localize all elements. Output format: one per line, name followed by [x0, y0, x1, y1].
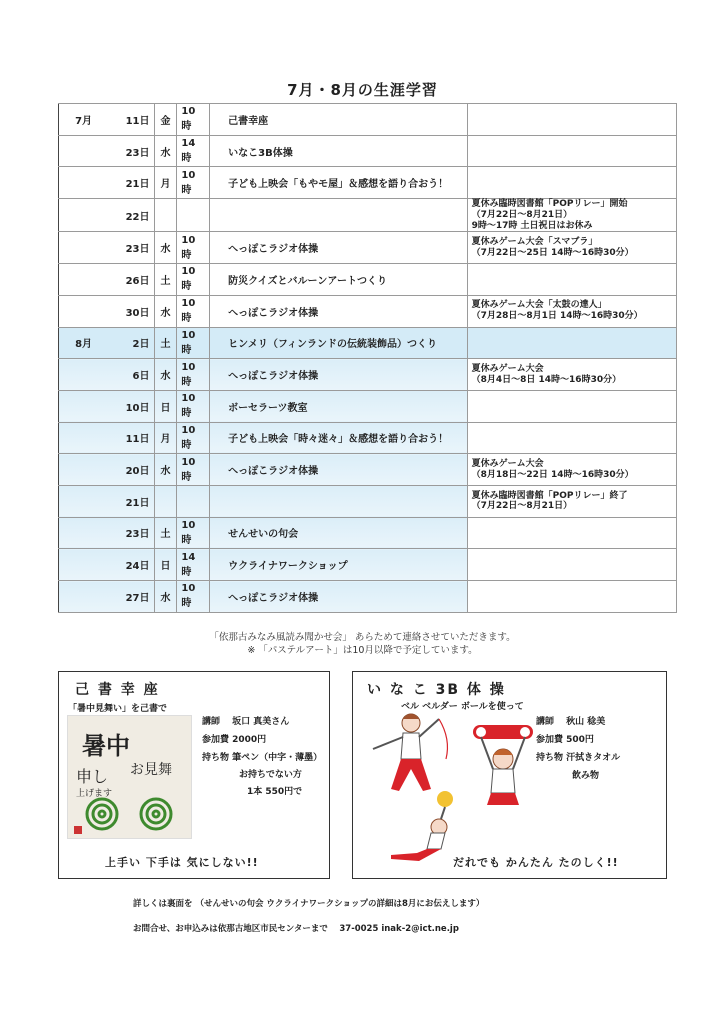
weekday-cell: 土 [154, 517, 177, 549]
weekday-cell: 月 [154, 167, 177, 199]
date-cell: 11日 [108, 104, 154, 136]
event-cell: 防災クイズとバルーンアートつくり [210, 264, 467, 296]
kisho-fee: 参加費 2000円 [202, 735, 267, 745]
schedule-row [59, 135, 677, 167]
note-cell [467, 422, 676, 454]
schedule-row [59, 517, 677, 549]
time-cell: 10時 [177, 390, 210, 422]
month-cell [59, 264, 109, 296]
weekday-cell [154, 199, 177, 232]
month-cell: 7月 [59, 104, 109, 136]
weekday-cell: 日 [154, 549, 177, 581]
month-cell [59, 422, 109, 454]
event-cell: へっぽこラジオ体操 [210, 454, 467, 486]
time-cell: 10時 [177, 517, 210, 549]
schedule-row [59, 232, 677, 264]
note-cell: 夏休みゲーム大会「太鼓の達人」 （7月28日～8月1日 14時～16時30分） [467, 295, 676, 327]
kisho-artwork [67, 715, 192, 839]
event-cell: 己書幸座 [210, 104, 467, 136]
time-cell: 10時 [177, 454, 210, 486]
date-cell: 21日 [108, 485, 154, 517]
event-cell: へっぽこラジオ体操 [210, 232, 467, 264]
taiso-fee: 参加費 500円 [536, 735, 594, 745]
time-cell: 10時 [177, 167, 210, 199]
time-cell [177, 199, 210, 232]
schedule-row [59, 167, 677, 199]
taiso-box [352, 671, 667, 879]
time-cell: 10時 [177, 422, 210, 454]
weekday-cell [154, 485, 177, 517]
time-cell: 10時 [177, 232, 210, 264]
schedule-row [59, 199, 677, 232]
kisho-subtitle: 「暑中見舞い」を己書で [68, 704, 168, 714]
time-cell: 10時 [177, 264, 210, 296]
footer-details: 詳しくは裏面を （せんせいの句会 ウクライナワークショップの詳細は8月にお伝えします） [133, 899, 485, 909]
month-cell [59, 295, 109, 327]
date-cell: 20日 [108, 454, 154, 486]
date-cell: 23日 [108, 517, 154, 549]
time-cell: 10時 [177, 295, 210, 327]
time-cell [177, 485, 210, 517]
kisho-items: 持ち物 筆ペン（中字・薄墨） [202, 753, 323, 763]
event-cell [210, 485, 467, 517]
date-cell: 30日 [108, 295, 154, 327]
time-cell: 14時 [177, 549, 210, 581]
schedule-row [59, 581, 677, 613]
event-cell: せんせいの句会 [210, 517, 467, 549]
weekday-cell: 土 [154, 264, 177, 296]
kisho-items3: 1本 550円で [247, 787, 303, 797]
date-cell: 23日 [108, 232, 154, 264]
taiso-slogan: だれでも かんたん たのしく!! [453, 856, 619, 869]
note-cell: 夏休みゲーム大会 （8月4日～8日 14時～16時30分） [467, 359, 676, 391]
date-cell: 11日 [108, 422, 154, 454]
event-cell: 子ども上映会「時々迷々」＆感想を語り合おう！ [210, 422, 467, 454]
schedule-row [59, 485, 677, 517]
event-cell: へっぽこラジオ体操 [210, 295, 467, 327]
month-cell [59, 485, 109, 517]
note-cell [467, 390, 676, 422]
month-cell: 8月 [59, 327, 109, 359]
month-cell [59, 517, 109, 549]
note-cell [467, 549, 676, 581]
date-cell: 6日 [108, 359, 154, 391]
taiso-subtitle: ベル ベルダー ボールを使って [401, 702, 524, 712]
month-cell [59, 359, 109, 391]
footer-contact: お問合せ、お申込みは依那古地区市民センターまで 37-0025 inak-2@ict.ne.jp [133, 924, 459, 934]
page-title: 7月・8月の生涯学習 [287, 81, 438, 99]
date-cell: 2日 [108, 327, 154, 359]
month-cell [59, 549, 109, 581]
notice-pastel: ※ 「パステルアート」は10月以降で予定しています。 [247, 645, 478, 656]
schedule-row [59, 359, 677, 391]
schedule-row [59, 327, 677, 359]
event-cell: ボーセラーツ教室 [210, 390, 467, 422]
weekday-cell: 日 [154, 390, 177, 422]
schedule-row [59, 390, 677, 422]
event-cell: へっぽこラジオ体操 [210, 581, 467, 613]
kisho-instructor: 講師 坂口 真美さん [202, 717, 290, 727]
time-cell: 10時 [177, 581, 210, 613]
svg-text:上げます: 上げます [76, 789, 113, 799]
date-cell: 21日 [108, 167, 154, 199]
time-cell: 10時 [177, 104, 210, 136]
taiso-title: い な こ 3B 体 操 [367, 682, 506, 698]
date-cell: 24日 [108, 549, 154, 581]
weekday-cell: 月 [154, 422, 177, 454]
time-cell: 10時 [177, 359, 210, 391]
event-cell: ウクライナワークショップ [210, 549, 467, 581]
weekday-cell: 金 [154, 104, 177, 136]
svg-text:申し: 申し [76, 767, 109, 786]
schedule-table [58, 103, 677, 613]
note-cell [467, 327, 676, 359]
note-cell: 夏休み臨時図書館「POPリレー」終了 （7月22日～8月21日） [467, 485, 676, 517]
event-cell: 子ども上映会「もやモ屋」＆感想を語り合おう！ [210, 167, 467, 199]
month-cell [59, 454, 109, 486]
taiso-items: 持ち物 汗拭きタオル [536, 753, 621, 763]
note-cell [467, 104, 676, 136]
event-cell: へっぽこラジオ体操 [210, 359, 467, 391]
weekday-cell: 土 [154, 327, 177, 359]
month-cell [59, 167, 109, 199]
date-cell: 22日 [108, 199, 154, 232]
date-cell: 26日 [108, 264, 154, 296]
month-cell [59, 135, 109, 167]
schedule-row [59, 295, 677, 327]
svg-text:暑中: 暑中 [82, 731, 130, 760]
notice-reading: 「依那古みなみ風読み聞かせ会」 あらためて連絡させていただきます。 [209, 632, 516, 643]
weekday-cell: 水 [154, 295, 177, 327]
date-cell: 10日 [108, 390, 154, 422]
date-cell: 27日 [108, 581, 154, 613]
month-cell [59, 581, 109, 613]
schedule-row [59, 104, 677, 136]
weekday-cell: 水 [154, 135, 177, 167]
schedule-row [59, 454, 677, 486]
kisho-title: 己 書 幸 座 [75, 682, 160, 698]
note-cell [467, 264, 676, 296]
note-cell [467, 167, 676, 199]
event-cell: いなこ3B体操 [210, 135, 467, 167]
time-cell: 14時 [177, 135, 210, 167]
note-cell: 夏休みゲーム大会「スマブラ」 （7月22日～25日 14時～16時30分） [467, 232, 676, 264]
note-cell [467, 517, 676, 549]
weekday-cell: 水 [154, 454, 177, 486]
note-cell: 夏休み臨時図書館「POPリレー」開始 （7月22日～8月21日） 9時～17時 土日祝日はお休み [467, 199, 676, 232]
date-cell: 23日 [108, 135, 154, 167]
note-cell: 夏休みゲーム大会 （8月18日～22日 14時～16時30分） [467, 454, 676, 486]
event-cell: ヒンメリ（フィンランドの伝統装飾品）つくり [210, 327, 467, 359]
month-cell [59, 390, 109, 422]
kisho-slogan: 上手い 下手は 気にしない!! [105, 856, 259, 869]
weekday-cell: 水 [154, 359, 177, 391]
kisho-items2: お持ちでない方 [239, 770, 302, 780]
time-cell: 10時 [177, 327, 210, 359]
svg-text:お見舞: お見舞 [130, 762, 172, 778]
taiso-items2: 飲み物 [572, 771, 600, 781]
schedule-row [59, 422, 677, 454]
exercise-illustration [361, 709, 546, 869]
weekday-cell: 水 [154, 581, 177, 613]
event-cell [210, 199, 467, 232]
month-cell [59, 232, 109, 264]
month-cell [59, 199, 109, 232]
weekday-cell: 水 [154, 232, 177, 264]
taiso-instructor: 講師 秋山 稔美 [536, 717, 606, 727]
note-cell [467, 581, 676, 613]
note-cell [467, 135, 676, 167]
kisho-box [58, 671, 330, 879]
schedule-row [59, 549, 677, 581]
schedule-row [59, 264, 677, 296]
